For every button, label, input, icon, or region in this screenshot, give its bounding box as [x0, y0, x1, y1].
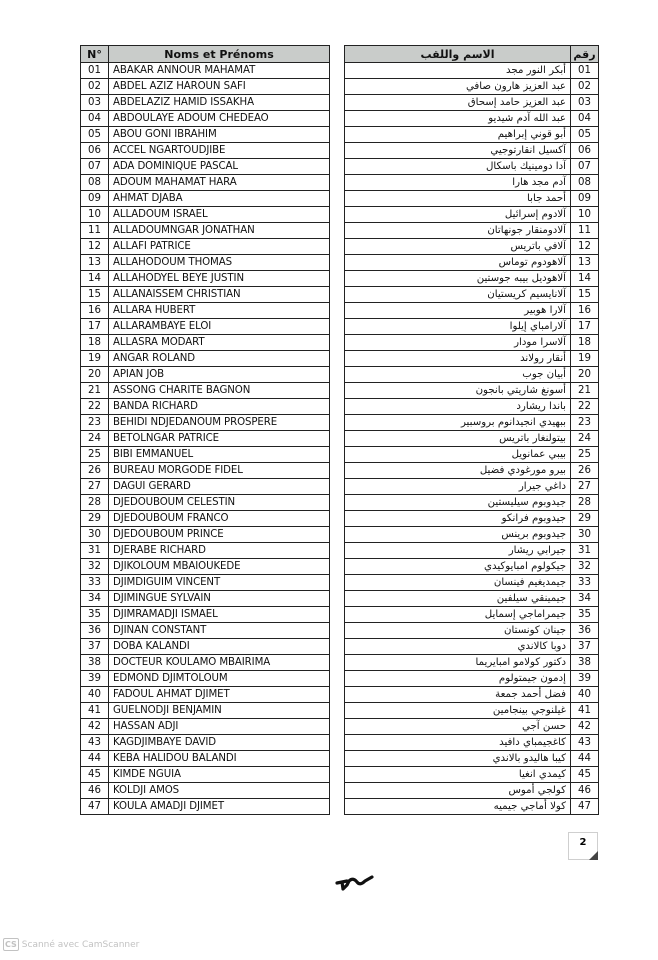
row-name: جيمراماجي إسمايل [345, 607, 571, 623]
row-name: GUELNODJI BENJAMIN [109, 703, 330, 719]
row-number: 33 [81, 575, 109, 591]
row-number: 36 [81, 623, 109, 639]
row-name: آلاسرا مودار [345, 335, 571, 351]
table-row [81, 575, 330, 591]
row-name: جينان كونستان [345, 623, 571, 639]
row-number: 04 [81, 111, 109, 127]
row-number: 42 [81, 719, 109, 735]
row-number: 26 [571, 463, 599, 479]
row-name: كاغجيمباي دافيد [345, 735, 571, 751]
row-number: 46 [571, 783, 599, 799]
row-number: 33 [571, 575, 599, 591]
row-number: 15 [81, 287, 109, 303]
row-number: 12 [81, 239, 109, 255]
row-name: DJIKOLOUM MBAIOUKEDE [109, 559, 330, 575]
row-number: 12 [571, 239, 599, 255]
table-row [345, 479, 599, 495]
row-number: 37 [571, 639, 599, 655]
row-number: 11 [81, 223, 109, 239]
table-row [345, 63, 599, 79]
table-row [345, 639, 599, 655]
row-number: 07 [81, 159, 109, 175]
table-row [81, 239, 330, 255]
table-row [81, 207, 330, 223]
row-number: 02 [81, 79, 109, 95]
row-number: 10 [81, 207, 109, 223]
row-number: 09 [81, 191, 109, 207]
row-name: غيلنوجي بينجامين [345, 703, 571, 719]
row-name: بيبي عمانويل [345, 447, 571, 463]
row-name: دوبا كالاندي [345, 639, 571, 655]
table-row [81, 431, 330, 447]
table-row [81, 303, 330, 319]
row-number: 18 [81, 335, 109, 351]
row-name: ABOU GONI IBRAHIM [109, 127, 330, 143]
row-name: حسن آجي [345, 719, 571, 735]
row-name: عبد العزيز حامد إسحاق [345, 95, 571, 111]
row-name: BETOLNGAR PATRICE [109, 431, 330, 447]
row-name: عبد العزيز هارون صافي [345, 79, 571, 95]
row-number: 04 [571, 111, 599, 127]
row-name: DJEDOUBOUM CELESTIN [109, 495, 330, 511]
row-number: 29 [571, 511, 599, 527]
row-number: 39 [571, 671, 599, 687]
row-number: 17 [81, 319, 109, 335]
table-row [81, 511, 330, 527]
table-row [81, 287, 330, 303]
camscanner-logo-icon: CS [5, 940, 17, 949]
row-number: 14 [81, 271, 109, 287]
row-name: ALLADOUM ISRAEL [109, 207, 330, 223]
row-number: 01 [571, 63, 599, 79]
row-number: 35 [81, 607, 109, 623]
table-row [345, 415, 599, 431]
row-number: 24 [81, 431, 109, 447]
row-name: آدا دومينيك باسكال [345, 159, 571, 175]
row-name: ALLANAISSEM CHRISTIAN [109, 287, 330, 303]
row-number: 26 [81, 463, 109, 479]
table-row [345, 703, 599, 719]
row-name: KIMDE NGUIA [109, 767, 330, 783]
row-name: كولجي أموس [345, 783, 571, 799]
row-number: 07 [571, 159, 599, 175]
row-name: BUREAU MORGODE FIDEL [109, 463, 330, 479]
table-row [81, 159, 330, 175]
table-row [81, 479, 330, 495]
row-number: 05 [571, 127, 599, 143]
row-name: ALLAHODOUM THOMAS [109, 255, 330, 271]
table-row [345, 159, 599, 175]
table-row [345, 543, 599, 559]
row-name: جيمينقي سيلفين [345, 591, 571, 607]
table-row [81, 127, 330, 143]
row-number: 19 [81, 351, 109, 367]
row-name: عبد الله آدم شيديو [345, 111, 571, 127]
row-number: 41 [571, 703, 599, 719]
row-name: دكتور كولامو امبايريما [345, 655, 571, 671]
row-name: FADOUL AHMAT DJIMET [109, 687, 330, 703]
table-row [345, 255, 599, 271]
row-name: DJIMINGUE SYLVAIN [109, 591, 330, 607]
table-row [81, 687, 330, 703]
page-number: 2 [579, 837, 587, 848]
table-row [81, 783, 330, 799]
row-name: كيمدي انغيا [345, 767, 571, 783]
table-row [345, 207, 599, 223]
row-name: أبو قوني إبراهيم [345, 127, 571, 143]
row-name: ALLAHODYEL BEYE JUSTIN [109, 271, 330, 287]
table-row [81, 95, 330, 111]
table-row [81, 351, 330, 367]
row-name: DAGUI GERARD [109, 479, 330, 495]
row-number: 01 [81, 63, 109, 79]
row-number: 34 [571, 591, 599, 607]
header-number: رقم [571, 46, 599, 63]
arabic-names-table [344, 45, 599, 815]
row-name: آلادوم إسرائيل [345, 207, 571, 223]
table-row [81, 671, 330, 687]
row-name: BANDA RICHARD [109, 399, 330, 415]
row-number: 36 [571, 623, 599, 639]
table-row [345, 655, 599, 671]
row-name: أسونغ شاريتي بانجون [345, 383, 571, 399]
row-number: 45 [571, 767, 599, 783]
table-row [345, 719, 599, 735]
row-number: 06 [571, 143, 599, 159]
row-number: 08 [81, 175, 109, 191]
table-row [345, 111, 599, 127]
table-row [345, 319, 599, 335]
table-row [345, 239, 599, 255]
table-row [345, 447, 599, 463]
row-name: داغي جيرار [345, 479, 571, 495]
row-name: جيدوبوم سيليستين [345, 495, 571, 511]
row-name: آكسيل انقارتوجيي [345, 143, 571, 159]
row-number: 44 [571, 751, 599, 767]
table-row [81, 719, 330, 735]
row-name: ABDOULAYE ADOUM CHEDEAO [109, 111, 330, 127]
row-name: ALLARA HUBERT [109, 303, 330, 319]
table-row [345, 511, 599, 527]
camscanner-footer [3, 938, 139, 951]
row-name: ببهيدي انجيدانوم بروسبير [345, 415, 571, 431]
row-name: ASSONG CHARITE BAGNON [109, 383, 330, 399]
table-row [81, 559, 330, 575]
row-number: 03 [571, 95, 599, 111]
row-number: 45 [81, 767, 109, 783]
row-name: آلارا هوبير [345, 303, 571, 319]
row-name: آدم مجد هارا [345, 175, 571, 191]
row-name: ALLASRA MODART [109, 335, 330, 351]
table-row [81, 319, 330, 335]
table-row [81, 143, 330, 159]
table-row [81, 591, 330, 607]
row-name: جيمديغيم فينسان [345, 575, 571, 591]
row-number: 17 [571, 319, 599, 335]
row-name: أبكر النور مجد [345, 63, 571, 79]
table-row [81, 639, 330, 655]
row-name: ABDEL AZIZ HAROUN SAFI [109, 79, 330, 95]
row-name: BIBI EMMANUEL [109, 447, 330, 463]
page-curl-icon [589, 851, 598, 860]
row-number: 40 [81, 687, 109, 703]
row-name: آلانايسيم كريستيان [345, 287, 571, 303]
row-name: آلافي باتريس [345, 239, 571, 255]
table-row [345, 143, 599, 159]
row-number: 47 [81, 799, 109, 815]
table-row [345, 591, 599, 607]
row-number: 11 [571, 223, 599, 239]
table-row [81, 271, 330, 287]
row-name: أنقار رولاند [345, 351, 571, 367]
french-names-table [80, 45, 330, 815]
row-name: BEHIDI NDJEDANOUM PROSPERE [109, 415, 330, 431]
row-number: 42 [571, 719, 599, 735]
row-number: 38 [81, 655, 109, 671]
row-name: ADOUM MAHAMAT HARA [109, 175, 330, 191]
table-row [345, 383, 599, 399]
row-number: 24 [571, 431, 599, 447]
row-number: 22 [81, 399, 109, 415]
table-row [345, 623, 599, 639]
row-name: كولا أماجي جيميه [345, 799, 571, 815]
row-name: باندا ريشارد [345, 399, 571, 415]
row-name: DJEDOUBOUM FRANCO [109, 511, 330, 527]
row-number: 20 [81, 367, 109, 383]
row-number: 13 [81, 255, 109, 271]
table-row [81, 495, 330, 511]
table-row [81, 607, 330, 623]
table-row [81, 447, 330, 463]
handwritten-signature [335, 874, 375, 894]
table-row [345, 223, 599, 239]
row-number: 38 [571, 655, 599, 671]
row-number: 14 [571, 271, 599, 287]
table-row [81, 799, 330, 815]
table-row [81, 527, 330, 543]
page-number-box [568, 832, 598, 860]
row-number: 27 [81, 479, 109, 495]
table-row [345, 527, 599, 543]
row-number: 25 [571, 447, 599, 463]
row-number: 40 [571, 687, 599, 703]
row-number: 43 [81, 735, 109, 751]
row-name: ACCEL NGARTOUDJIBE [109, 143, 330, 159]
table-row [345, 351, 599, 367]
row-number: 16 [81, 303, 109, 319]
table-row [81, 335, 330, 351]
header-name: الاسم واللقب [345, 46, 571, 63]
row-number: 06 [81, 143, 109, 159]
table-row [345, 735, 599, 751]
row-number: 41 [81, 703, 109, 719]
table-row [345, 607, 599, 623]
header-name: Noms et Prénoms [109, 46, 330, 63]
row-name: آلاهودوم توماس [345, 255, 571, 271]
row-number: 23 [571, 415, 599, 431]
row-number: 32 [571, 559, 599, 575]
table-row [345, 495, 599, 511]
row-name: جيكولوم امبايوكيدي [345, 559, 571, 575]
table-row [345, 575, 599, 591]
row-number: 30 [571, 527, 599, 543]
row-name: جيرابي ريشار [345, 543, 571, 559]
table-row [81, 399, 330, 415]
table-row [345, 367, 599, 383]
table-row [81, 767, 330, 783]
row-number: 31 [81, 543, 109, 559]
row-name: HASSAN ADJI [109, 719, 330, 735]
table-row [81, 735, 330, 751]
row-number: 22 [571, 399, 599, 415]
table-row [81, 111, 330, 127]
row-name: أبيان جوب [345, 367, 571, 383]
row-number: 31 [571, 543, 599, 559]
table-row [345, 751, 599, 767]
row-number: 15 [571, 287, 599, 303]
row-number: 05 [81, 127, 109, 143]
row-number: 27 [571, 479, 599, 495]
table-row [345, 399, 599, 415]
row-name: ANGAR ROLAND [109, 351, 330, 367]
row-number: 28 [81, 495, 109, 511]
table-row [81, 63, 330, 79]
table-row [345, 95, 599, 111]
footer-text: Scanné avec CamScanner [21, 939, 140, 950]
table-row [345, 191, 599, 207]
table-row [81, 623, 330, 639]
row-number: 10 [571, 207, 599, 223]
row-name: آلادومنقار جونهاتان [345, 223, 571, 239]
row-number: 39 [81, 671, 109, 687]
row-name: KEBA HALIDOU BALANDI [109, 751, 330, 767]
table-row [81, 415, 330, 431]
table-row [81, 79, 330, 95]
table-row [81, 383, 330, 399]
row-number: 21 [81, 383, 109, 399]
row-name: APIAN JOB [109, 367, 330, 383]
table-row [345, 175, 599, 191]
row-number: 44 [81, 751, 109, 767]
table-row [81, 367, 330, 383]
row-name: DOCTEUR KOULAMO MBAIRIMA [109, 655, 330, 671]
table-row [345, 287, 599, 303]
row-number: 08 [571, 175, 599, 191]
table-row [345, 335, 599, 351]
row-name: KOULA AMADJI DJIMET [109, 799, 330, 815]
row-number: 34 [81, 591, 109, 607]
row-number: 30 [81, 527, 109, 543]
row-name: EDMOND DJIMTOLOUM [109, 671, 330, 687]
row-name: إدمون جيمتولوم [345, 671, 571, 687]
row-number: 37 [81, 639, 109, 655]
row-name: ADA DOMINIQUE PASCAL [109, 159, 330, 175]
table-row [345, 271, 599, 287]
row-name: ALLAFI PATRICE [109, 239, 330, 255]
row-name: DJIMRAMADJI ISMAEL [109, 607, 330, 623]
row-name: ABDELAZIZ HAMID ISSAKHA [109, 95, 330, 111]
table-row [81, 751, 330, 767]
row-name: DOBA KALANDI [109, 639, 330, 655]
row-name: آلارامباي إيلوا [345, 319, 571, 335]
row-name: KOLDJI AMOS [109, 783, 330, 799]
row-name: ABAKAR ANNOUR MAHAMAT [109, 63, 330, 79]
row-number: 28 [571, 495, 599, 511]
table-row [81, 655, 330, 671]
row-name: DJIMDIGUIM VINCENT [109, 575, 330, 591]
table-row [345, 431, 599, 447]
row-name: بيرو مورغودي فضيل [345, 463, 571, 479]
row-number: 18 [571, 335, 599, 351]
row-number: 19 [571, 351, 599, 367]
table-row [81, 703, 330, 719]
row-number: 46 [81, 783, 109, 799]
row-name: DJERABE RICHARD [109, 543, 330, 559]
row-number: 13 [571, 255, 599, 271]
table-row [81, 175, 330, 191]
row-name: KAGDJIMBAYE DAVID [109, 735, 330, 751]
row-name: بيتولنغار باتريس [345, 431, 571, 447]
table-row [345, 799, 599, 815]
table-row [81, 543, 330, 559]
table-row [345, 559, 599, 575]
row-name: ALLADOUMNGAR JONATHAN [109, 223, 330, 239]
row-name: جيدوبوم برينس [345, 527, 571, 543]
table-row [345, 687, 599, 703]
row-number: 35 [571, 607, 599, 623]
row-number: 32 [81, 559, 109, 575]
table-row [81, 223, 330, 239]
table-row [345, 79, 599, 95]
table-row [345, 767, 599, 783]
table-row [345, 671, 599, 687]
row-number: 02 [571, 79, 599, 95]
row-number: 43 [571, 735, 599, 751]
row-number: 03 [81, 95, 109, 111]
row-name: جيدوبوم فرانكو [345, 511, 571, 527]
row-name: ALLARAMBAYE ELOI [109, 319, 330, 335]
row-number: 25 [81, 447, 109, 463]
table-row [81, 255, 330, 271]
row-number: 09 [571, 191, 599, 207]
row-name: DJEDOUBOUM PRINCE [109, 527, 330, 543]
row-number: 20 [571, 367, 599, 383]
row-name: AHMAT DJABA [109, 191, 330, 207]
table-row [81, 463, 330, 479]
table-row [345, 463, 599, 479]
row-number: 16 [571, 303, 599, 319]
table-row [345, 303, 599, 319]
table-header-row [81, 46, 330, 63]
row-number: 23 [81, 415, 109, 431]
table-header-row [345, 46, 599, 63]
table-row [81, 191, 330, 207]
row-name: فضل أحمد جمعة [345, 687, 571, 703]
row-name: آلاهوديل بيبه جوستين [345, 271, 571, 287]
row-number: 29 [81, 511, 109, 527]
row-number: 47 [571, 799, 599, 815]
row-number: 21 [571, 383, 599, 399]
row-name: DJINAN CONSTANT [109, 623, 330, 639]
table-row [345, 783, 599, 799]
table-row [345, 127, 599, 143]
header-number: N° [81, 46, 109, 63]
row-name: كيبا هاليدو بالاندي [345, 751, 571, 767]
row-name: أحمد جابا [345, 191, 571, 207]
